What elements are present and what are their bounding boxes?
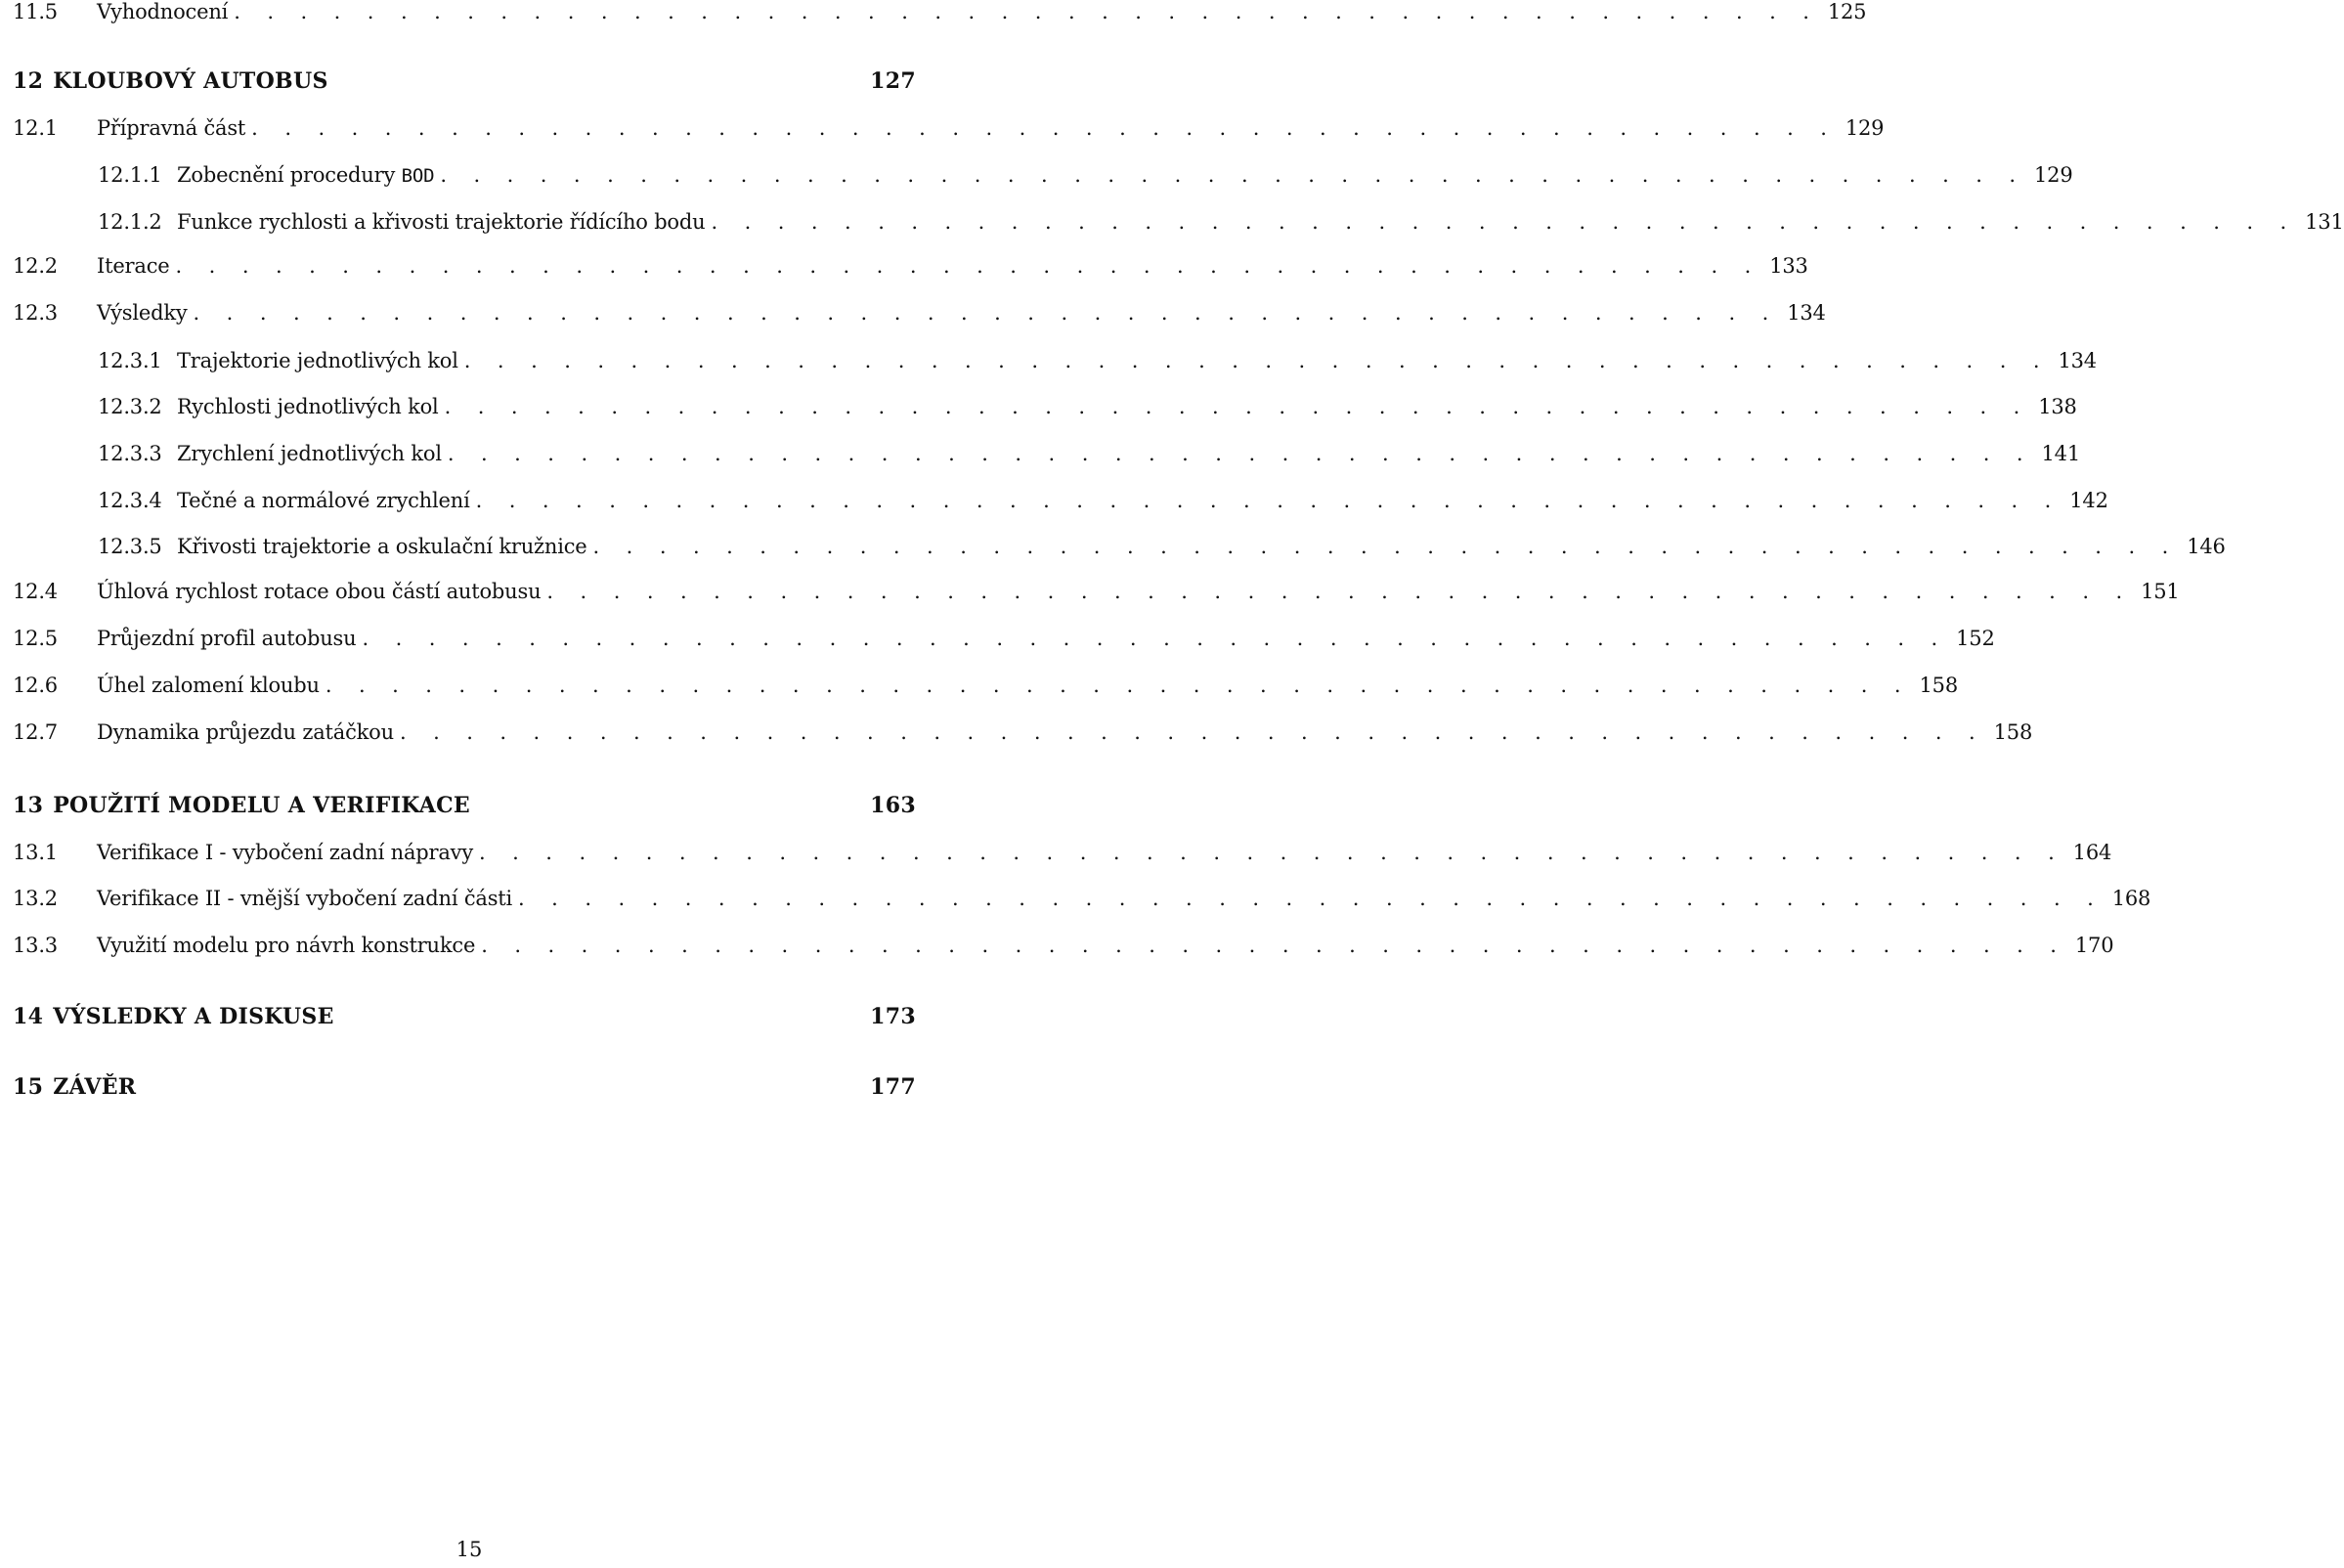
toc-subsection-number: 12.3.5 [98,535,162,558]
toc-subsection-number: 12.3.2 [98,395,162,418]
toc-subsection-title: Zrychlení jednotlivých kol [177,442,442,465]
toc-entry-subsection [98,210,2344,234]
toc-page-number: 131 [2305,210,2344,234]
toc-chapter-number: 12 [13,68,44,94]
toc-section-number: 12.6 [13,674,58,697]
page-number: 15 [456,1538,483,1561]
toc-page-number: 164 [2072,841,2112,864]
toc-title-text: Zobecnění procedury [177,163,402,187]
toc-subsection-number: 12.3.4 [98,489,162,512]
toc-section-number: 12.5 [13,627,58,650]
toc-section-title: Průjezdní profil autobusu [97,627,357,650]
toc-dot-leader: . . . . . . . . . . . . . . . . . . . . . . . . . . . . . . . . . . . . . . . . . . . . . . . . [546,580,2133,603]
toc-entry-chapter [13,68,916,94]
toc-entry-section [13,627,1995,650]
toc-dot-leader: . . . . . . . . . . . . . . . . . . . . . . . . . . . . . . . . . . . . . . . . . . . . . . . . [193,301,1779,325]
toc-page-number: 127 [870,68,916,94]
toc-section-number: 12.2 [13,254,58,278]
toc-entry-subsection [98,395,2077,418]
toc-subsection-number: 12.1.1 [98,163,162,187]
toc-section-title: Verifikace I - vybočení zadní nápravy [97,841,473,864]
toc-entry-subsection [98,442,2080,465]
toc-dot-leader: . . . . . . . . . . . . . . . . . . . . . . . . . . . . . . . . . . . . . . . . . . . . . . . . [711,210,2297,234]
toc-page-number: 168 [2111,887,2151,910]
toc-page-number: 158 [1919,674,1958,697]
toc-entry-section [13,254,1808,278]
toc-entry-subsection [98,489,2108,512]
toc-dot-leader: . . . . . . . . . . . . . . . . . . . . . . . . . . . . . . . . . . . . . . . . . . . . . . . . [399,720,1986,744]
toc-page-number: 170 [2074,934,2114,957]
toc-entry-section [13,674,1958,697]
toc-page-number: 129 [2034,163,2073,187]
toc-section-title: Úhel zalomení kloubu [97,674,320,697]
toc-chapter-number: 15 [13,1074,44,1100]
toc-section-number: 12.1 [13,116,58,140]
toc-subsection-number: 12.1.2 [98,210,162,234]
toc-page-number: 129 [1845,116,1885,140]
toc-chapter-title: KLOUBOVÝ AUTOBUS [53,68,328,94]
toc-section-number: 11.5 [13,0,58,23]
toc-page-number: 163 [870,793,916,818]
toc-section-title: Verifikace II - vnější vybočení zadní části [97,887,513,910]
toc-section-number: 13.2 [13,887,58,910]
toc-subsection-number: 12.3.1 [98,349,162,372]
toc-dot-leader: . . . . . . . . . . . . . . . . . . . . . . . . . . . . . . . . . . . . . . . . . . . . . . . . [447,442,2033,465]
toc-section-number: 12.3 [13,301,58,325]
toc-page-number: 142 [2069,489,2108,512]
toc-section-number: 13.3 [13,934,58,957]
toc-section-number: 12.4 [13,580,58,603]
toc-subsection-title: Trajektorie jednotlivých kol [177,349,458,372]
toc-entry-section [13,580,2180,603]
toc-subsection-title: Tečné a normálové zrychlení [177,489,470,512]
toc-chapter-title: POUŽITÍ MODELU A VERIFIKACE [53,793,470,818]
toc-dot-leader: . . . . . . . . . . . . . . . . . . . . . . . . . . . . . . . . . . . . . . . . . . . . . . . . [475,489,2062,512]
toc-dot-leader: . . . . . . . . . . . . . . . . . . . . . . . . . . . . . . . . . . . . . . . . . . . . . . . . [592,535,2179,558]
toc-page-number: 152 [1956,627,1995,650]
toc-page-number: 125 [1827,0,1867,23]
toc-subsection-number: 12.3.3 [98,442,162,465]
toc-dot-leader: . . . . . . . . . . . . . . . . . . . . . . . . . . . . . . . . . . . . . . . . . . . . . . . . [234,0,1820,23]
toc-entry-section [13,301,1826,325]
toc-page-number: 177 [870,1074,916,1100]
toc-page-number: 146 [2187,535,2226,558]
toc-section-title: Dynamika průjezdu zatáčkou [97,720,394,744]
toc-section-title: Výsledky [97,301,188,325]
toc-entry-section [13,0,1867,23]
toc-page-number: 133 [1769,254,1808,278]
toc-page-number: 151 [2141,580,2180,603]
toc-page-number: 134 [2058,349,2097,372]
toc-entry-chapter [13,1074,916,1100]
toc-subsection-title: Křivosti trajektorie a oskulační kružnice [177,535,587,558]
toc-entry-section [13,116,1885,140]
toc-page-number: 158 [1993,720,2033,744]
toc-chapter-number: 13 [13,793,44,818]
toc-entry-section [13,841,2112,864]
toc-title-code: BOD [401,165,435,187]
toc-dot-leader: . . . . . . . . . . . . . . . . . . . . . . . . . . . . . . . . . . . . . . . . . . . . . . . . [463,349,2050,372]
toc-section-title: Přípravná část [97,116,246,140]
toc-dot-leader: . . . . . . . . . . . . . . . . . . . . . . . . . . . . . . . . . . . . . . . . . . . . . . . . [481,934,2067,957]
toc-dot-leader: . . . . . . . . . . . . . . . . . . . . . . . . . . . . . . . . . . . . . . . . . . . . . . . . [175,254,1761,278]
toc-dot-leader: . . . . . . . . . . . . . . . . . . . . . . . . . . . . . . . . . . . . . . . . . . . . . . . . [362,627,1948,650]
toc-page-number: 138 [2038,395,2077,418]
toc-page-number: 141 [2041,442,2080,465]
toc-section-title: Úhlová rychlost rotace obou částí autobusu [97,580,542,603]
toc-entry-section [13,720,2033,744]
toc-section-title: Využití modelu pro návrh konstrukce [97,934,476,957]
toc-dot-leader: . . . . . . . . . . . . . . . . . . . . . . . . . . . . . . . . . . . . . . . . . . . . . . . . [251,116,1838,140]
toc-dot-leader: . . . . . . . . . . . . . . . . . . . . . . . . . . . . . . . . . . . . . . . . . . . . . . . . [444,395,2030,418]
toc-chapter-title: ZÁVĚR [53,1074,137,1100]
toc-page-number: 134 [1787,301,1826,325]
toc-subsection-title: Rychlosti jednotlivých kol [177,395,439,418]
toc-section-number: 12.7 [13,720,58,744]
toc-section-title: Iterace [97,254,170,278]
toc-dot-leader: . . . . . . . . . . . . . . . . . . . . . . . . . . . . . . . . . . . . . . . . . . . . . . . . [479,841,2065,864]
toc-entry-subsection [98,349,2097,372]
toc-subsection-title: Funkce rychlosti a křivosti trajektorie řídícího bodu [177,210,706,234]
toc-entry-section [13,887,2151,910]
toc-chapter-title: VÝSLEDKY A DISKUSE [53,1004,334,1029]
toc-entry-subsection [98,535,2226,558]
toc-chapter-number: 14 [13,1004,44,1029]
toc-section-title: Vyhodnocení [97,0,229,23]
toc-subsection-title [177,163,434,187]
toc-entry-subsection [98,163,2073,187]
toc-entry-chapter [13,1004,916,1029]
toc-entry-chapter [13,793,916,818]
toc-entry-section [13,934,2114,957]
toc-dot-leader: . . . . . . . . . . . . . . . . . . . . . . . . . . . . . . . . . . . . . . . . . . . . . . . . [440,163,2026,187]
toc-dot-leader: . . . . . . . . . . . . . . . . . . . . . . . . . . . . . . . . . . . . . . . . . . . . . . . . [518,887,2105,910]
toc-section-number: 13.1 [13,841,58,864]
toc-dot-leader: . . . . . . . . . . . . . . . . . . . . . . . . . . . . . . . . . . . . . . . . . . . . . . . . [325,674,1911,697]
toc-page-number: 173 [870,1004,916,1029]
